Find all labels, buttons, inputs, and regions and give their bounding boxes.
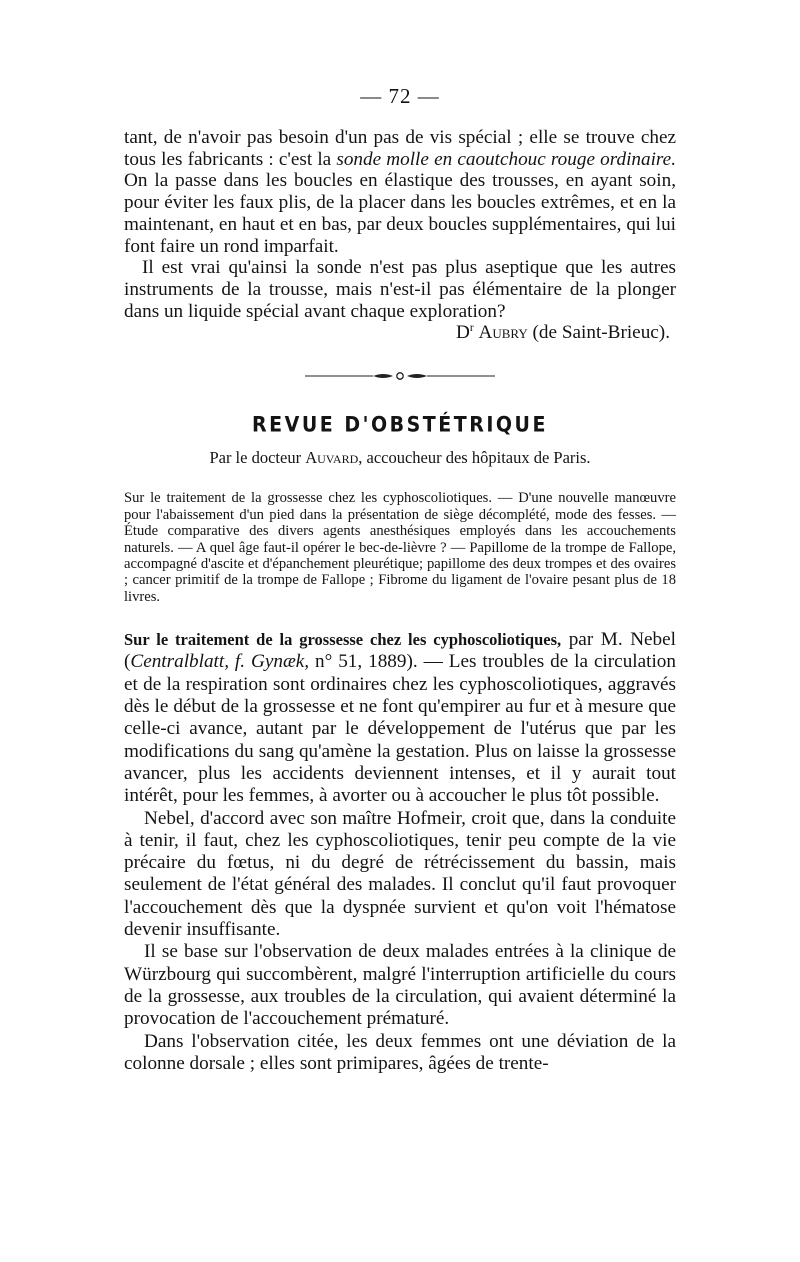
section-divider-ornament <box>305 370 495 382</box>
section-title: REVUE D'OBSTÉTRIQUE <box>252 413 548 438</box>
article-citation: Centralblatt, f. Gynæk, <box>130 651 310 673</box>
signature-prefix-sup: r <box>469 322 474 335</box>
byline-text-a: Par le docteur <box>209 448 306 468</box>
article-lead: Sur le traitement de la grossesse chez les cyphoscoliotiques, <box>124 630 562 650</box>
article-paragraph-1 <box>124 629 676 807</box>
article-paragraph-2: Nebel, d'accord avec son maître Hofmeir, croit que, dans la conduite à tenir, il faut, chez les cyphoscoliotiques, tenir peu compte de la vie précaire du fœtus, ni du degré de rétrécissement du bassin, mais seulement de l'état général des malades. Il conclut qu'il faut provoquer l'accouchement dès que la dyspnée survient et qu'on voit l'hématose devenir insuffisante. <box>124 807 676 941</box>
intro-paragraph-1 <box>124 127 676 257</box>
intro-p1-italic: sonde molle en caoutchouc rouge ordinaire. <box>336 148 676 170</box>
page-number: — 72 — <box>360 84 440 108</box>
section-byline <box>124 448 676 468</box>
intro-p1-text-a: tant, de n'avoir pas besoin d'un pas de vis spécial ; elle se trouve chez tous les fabricants : c'est la <box>124 127 676 170</box>
article-paragraph-3: Il se base sur l'observation de deux malades entrées à la clinique de Würzbourg qui succombèrent, malgré l'interruption artificielle du cours de la grossesse, aux troubles de la circulation, qui avaient déterminé la provocation de l'accouchement prématuré. <box>124 941 676 1030</box>
signature-prefix: D <box>455 322 470 344</box>
byline-text-b: , accoucheur des hôpitaux de Paris. <box>358 448 591 468</box>
document-page <box>124 84 676 1075</box>
intro-paragraph-2: Il est vrai qu'ainsi la sonde n'est pas plus aseptique que les autres instruments de la trousse, mais n'est-il pas élémentaire de la plonger dans un liquide spécial avant chaque exploration? <box>124 257 676 322</box>
section-summary: Sur le traitement de la grossesse chez les cyphoscoliotiques. — D'une nouvelle manœuvre pour l'abaissement d'un pied dans la présentation de siège décomplété, mode des fesses. — Étude comparative des divers agents anesthésiques employés dans les accouchements naturels. — A quel âge faut-il opérer le bec-de-lièvre ? — Papillome de la trompe de Fallope, accompagné d'ascite et d'épanchement pleurétique; papillome des deux trompes et des ovaires ; cancer primitif de la trompe de Fallope ; Fibrome du ligament de l'ovaire pesant plus de 18 livres. <box>124 490 676 605</box>
signature-name: Aubry <box>478 322 528 344</box>
signature-place: (de Saint-Brieuc). <box>532 322 670 344</box>
byline-author: Auvard <box>305 448 359 468</box>
article-paragraph-4: Dans l'observation citée, les deux femmes ont une déviation de la colonne dorsale ; elles sont primipares, âgées de trente- <box>124 1030 676 1074</box>
article-lead-after: par M. Nebel ( <box>124 629 677 673</box>
intro-p1-text-b: On la passe dans les boucles en élastique des trousses, en ayant soin, pour éviter les faux plis, de la placer dans les boucles extrêmes, et en la maintenant, en haut et en bas, par deux boucles supplémentaires, qui lui font faire un rond imparfait. <box>124 170 676 257</box>
signature <box>124 322 670 344</box>
article-p1-rest: n° 51, 1889). — Les troubles de la circulation et de la respiration sont ordinaires chez les cyphoscoliotiques, aggravés dès le début de la grossesse et ne font qu'empirer au fur et à mesure que celle-ci avance, autant par le développement de l'utérus que par les modifications du sang qu'amène la gestation. Plus on laisse la grossesse avancer, plus les accidents deviennent intenses, et il y aurait tout intérêt, pour les femmes, à avorter ou à accoucher le plus tôt possible. <box>124 651 676 807</box>
